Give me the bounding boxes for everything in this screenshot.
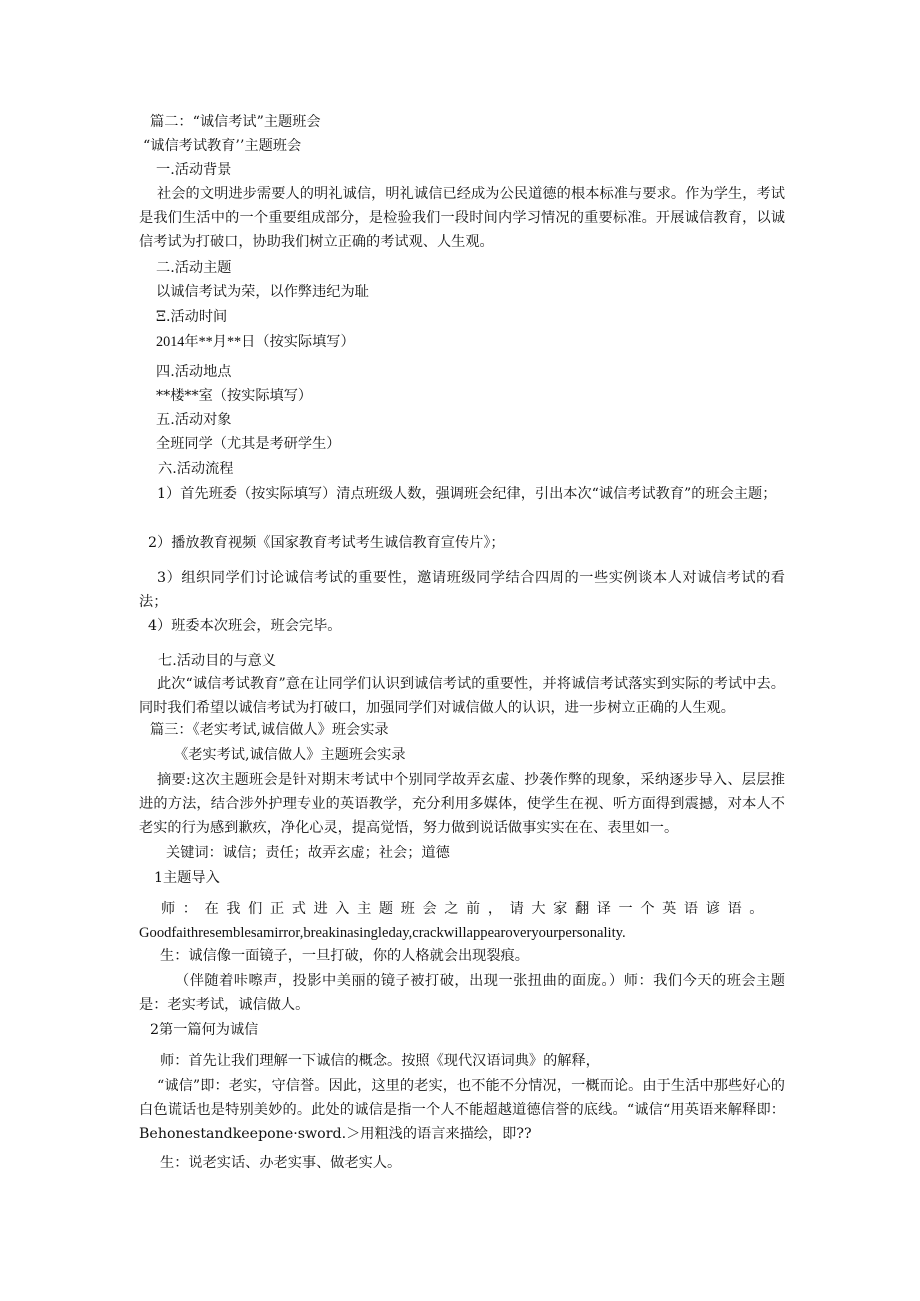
process-step-2: 2）播放教育视频《国家教育考试考生诚信教育宣传片》； [148, 535, 505, 551]
section-body-theme: 以诚信考试为荣，以作弊违纪为耻 [156, 284, 369, 300]
teacher-line-proverb-intro: 师：在我们正式进入主题班会之前，请大家翻译一个英语谚语。 [161, 901, 772, 917]
teacher-line-concept: 师：首先让我们理解一下诚信的概念。按照《现代汉语词典》的解释， [160, 1053, 600, 1069]
student-line-translation: 生：诚信像一面镜子，一旦打破，你的人格就会出现裂痕。 [160, 948, 529, 964]
section-body-time: 2014年**月**日（按实际填写） [156, 334, 355, 350]
section-body-audience: 全班同学（尤其是考研学生） [156, 436, 341, 452]
heading-part-three: 篇三：《老实考试,诚信做人》班会实录 [150, 722, 389, 738]
section-title-process: 六.活动流程 [158, 461, 234, 477]
section-title-theme: 二.活动主题 [156, 260, 232, 276]
abstract-paragraph: 摘要:这次主题班会是针对期末考试中个别同学故弄玄虚、抄袭作弊的现象，采纳逐步导入、层层推进的方法，结合涉外护理专业的英语教学，充分利用多媒体，使学生在视、听方面得到震撼，对本人不老实的行为感到歉疚，净化心灵，提高觉悟，努力做到说话做事实实在在、表里如一。 [139, 772, 785, 836]
section-title-purpose: 七.活动目的与意义 [158, 653, 277, 669]
subheading-part-three: 《老实考试,诚信做人》主题班会实录 [174, 747, 406, 763]
part-2-title: 2第一篇何为诚信 [150, 1022, 259, 1038]
student-line-answer: 生：说老实话、办老实事、做老实人。 [160, 1155, 402, 1171]
keywords-line: 关键词：诚信；责任；故弄玄虚；社会；道德 [166, 845, 450, 861]
section-body-location: **楼**室（按实际填写） [156, 388, 313, 404]
english-proverb: Goodfaithresemblesamirror,breakinasingleday,crackwillappearoveryourpersonality. [139, 925, 626, 941]
section-title-audience: 五.活动对象 [156, 412, 232, 428]
section-body-purpose: 此次“诚信考试教育”意在让同学们认识到诚信考试的重要性，并将诚信考试落实到实际的考试中去。同时我们希望以诚信考试为打破口，加强同学们对诚信做人的认识，进一步树立正确的人生观。 [139, 676, 785, 716]
definition-paragraph: “诚信”即：老实，守信誉。因此，这里的老实，也不能不分情况，一概而论。由于生活中那些好心的白色谎话也是特别美妙的。此处的诚信是指一个人不能超越道德信誉的底线。“诚信“用英语来解释即：Behonestandkeepone·sword.＞用粗浅的语言来描绘，即?? [139, 1078, 785, 1142]
heading-part-two: 篇二：“诚信考试”主题班会 [150, 114, 321, 130]
process-step-3: 3）组织同学们讨论诚信考试的重要性，邀请班级同学结合四周的一些实例谈本人对诚信考试的看法； [139, 570, 785, 610]
part-1-title: 1主题导入 [154, 870, 220, 886]
subheading-part-two: “诚信考试教育’’主题班会 [143, 138, 302, 154]
process-step-1: 1）首先班委（按实际填写）清点班级人数，强调班会纪律，引出本次“诚信考试教育”的班会主题； [157, 486, 777, 502]
process-step-4: 4）班委本次班会，班会完毕。 [148, 618, 342, 634]
section-title-time: Ξ.活动时间 [156, 309, 228, 325]
section-body-background: 社会的文明进步需要人的明礼诚信，明礼诚信已经成为公民道德的根本标准与要求。作为学生，考试是我们生活中的一个重要组成部分，是检验我们一段时间内学习情况的重要标准。开展诚信教育，以诚信考试为打破口，协助我们树立正确的考试观、人生观。 [139, 186, 785, 250]
section-title-background: 一.活动背景 [156, 162, 232, 178]
section-title-location: 四.活动地点 [156, 364, 232, 380]
scene-description: （伴随着咔嚓声，投影中美丽的镜子被打破，出现一张扭曲的面庞。）师：我们今天的班会主题是：老实考试，诚信做人。 [139, 973, 785, 1013]
